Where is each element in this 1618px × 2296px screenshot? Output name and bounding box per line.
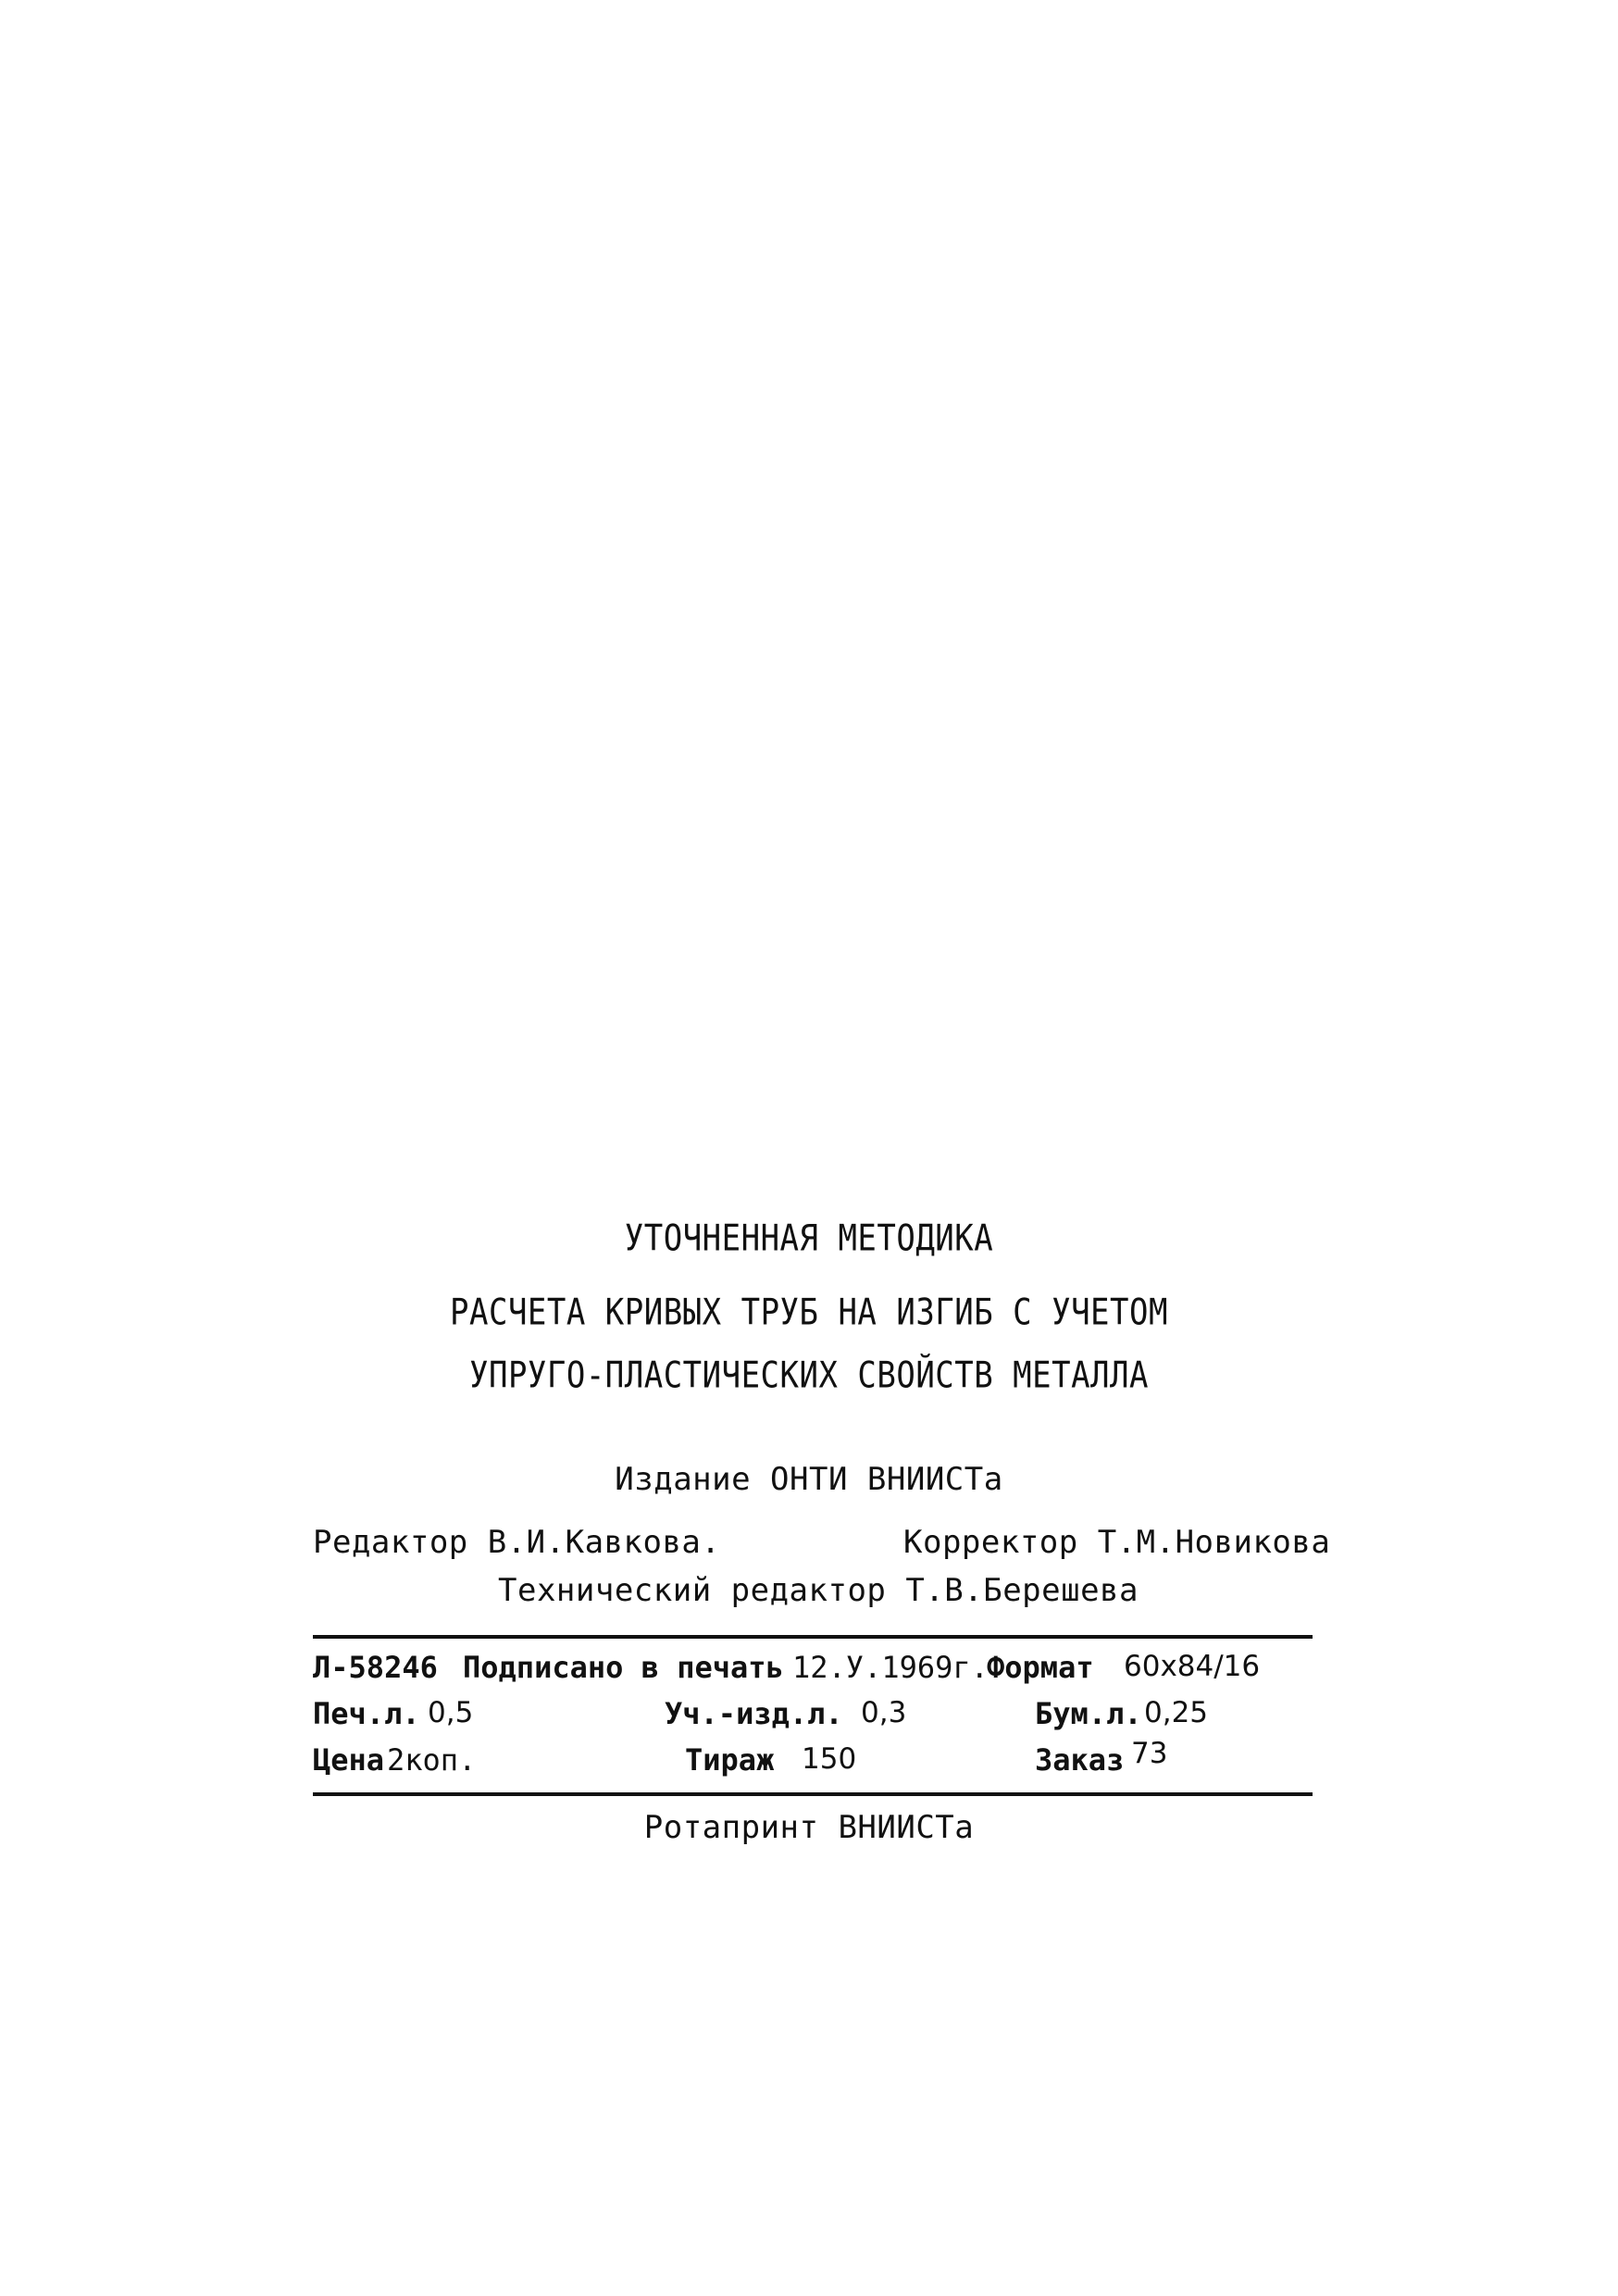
pub-sheets-label: Уч.-изд.л. <box>665 1696 843 1731</box>
title-line-2: РАСЧЕТА КРИВЫХ ТРУБ НА ИЗГИБ С УЧЕТОМ <box>450 1292 1168 1334</box>
publisher-line: Издание ОНТИ ВНИИСТа <box>615 1461 1003 1498</box>
print-sheets-label: Печ.л. <box>313 1696 420 1731</box>
signed-value: 12.У.1969г. <box>792 1650 989 1685</box>
imprint-row-2 <box>313 1696 1313 1737</box>
print-run-label: Тираж <box>685 1742 775 1778</box>
paper-sheets-label: Бум.л. <box>1035 1696 1142 1731</box>
imprint-bottom-rule <box>313 1792 1313 1796</box>
imprint-row-1 <box>313 1650 1313 1691</box>
title-line-3: УПРУГО-ПЛАСТИЧЕСКИХ СВОЙСТВ МЕТАЛЛА <box>469 1354 1149 1397</box>
order-value: 73 <box>1131 1737 1168 1770</box>
corrector-credit: Корректор Т.М.Новикова <box>903 1524 1331 1561</box>
order-code: Л-58246 <box>313 1650 438 1685</box>
format-value: 60х84/16 <box>1124 1650 1261 1683</box>
printer-line: Ротапринт ВНИИСТа <box>643 1809 975 1846</box>
price-value: 2коп. <box>387 1742 477 1778</box>
signed-label: Подписано в печать <box>463 1650 784 1685</box>
format-label: Формат <box>987 1650 1094 1685</box>
editor-credit: Редактор В.И.Кавкова. <box>313 1524 721 1561</box>
imprint-top-rule <box>313 1635 1313 1639</box>
paper-sheets-value: 0,25 <box>1144 1696 1209 1729</box>
print-run-value: 150 <box>802 1742 857 1776</box>
imprint-row-3 <box>313 1737 1313 1783</box>
print-sheets-value: 0,5 <box>428 1696 474 1729</box>
tech-editor-credit: Технический редактор Т.В.Берешева <box>498 1572 1139 1609</box>
price-label: Цена <box>313 1742 385 1778</box>
pub-sheets-value: 0,3 <box>861 1696 907 1729</box>
title-line-1: УТОЧНЕННАЯ МЕТОДИКА <box>624 1217 994 1260</box>
order-label: Заказ <box>1035 1742 1125 1778</box>
